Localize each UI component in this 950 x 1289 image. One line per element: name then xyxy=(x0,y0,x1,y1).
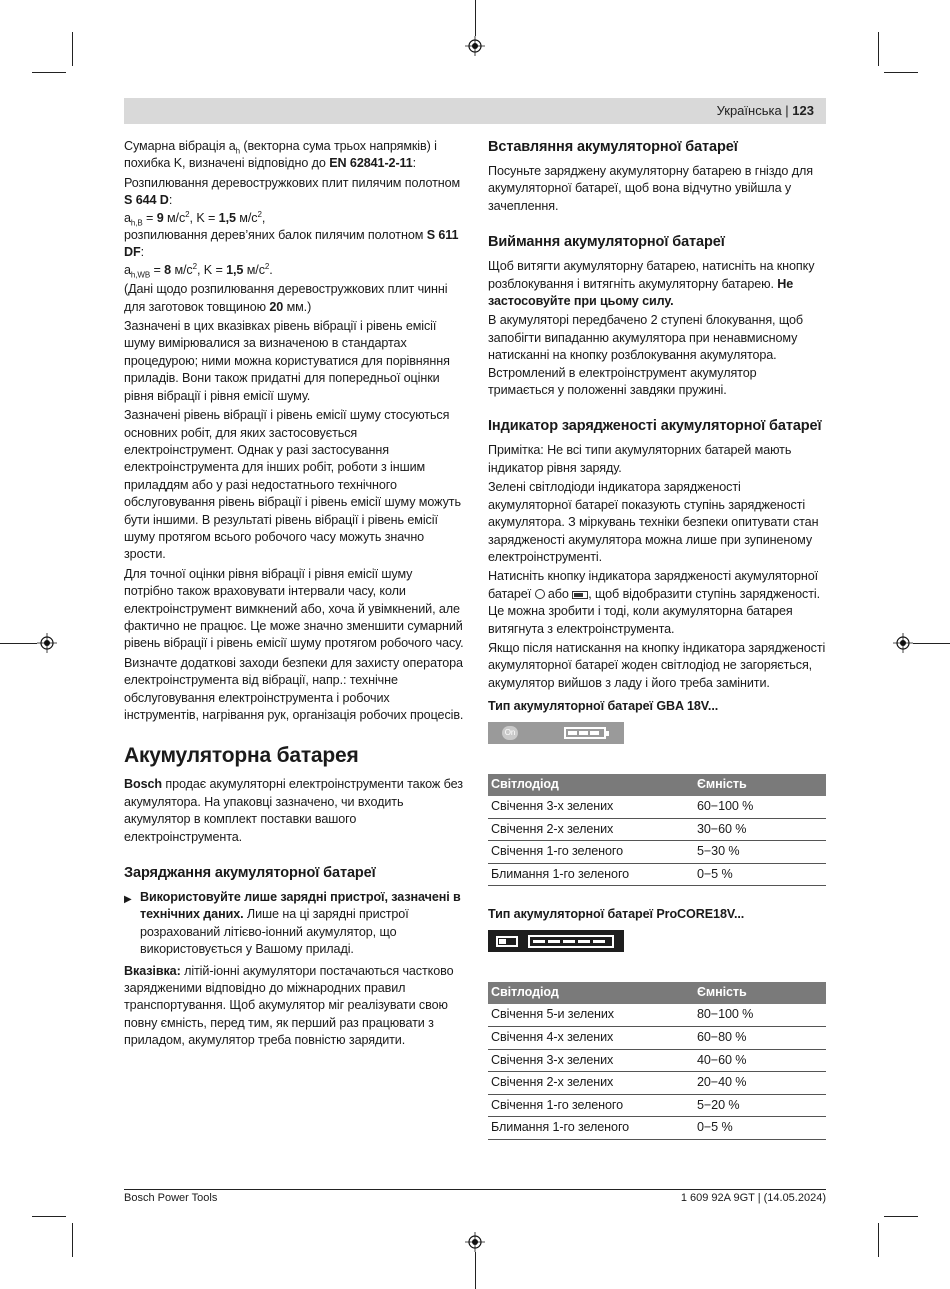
paragraph: розпилювання дерев’яних балок пилячим полотном S 611 DF: xyxy=(124,228,459,260)
crop-mark xyxy=(32,72,66,73)
registration-mark-icon xyxy=(37,633,57,653)
paragraph: Зелені світлодіоди індикатора зарядженості акумуляторної батареї показують ступінь зарядженості акумулятора. З міркувань техніки безпеки опитувати стан зарядженості акумулятора можна лише при зупиненому електроінструменті. xyxy=(488,480,819,564)
paragraph: Якщо після натискання на кнопку індикатора зарядженості акумуляторної батареї жоден світлодіод не загоряється, акумулятор вийшов з ладу і його треба замінити. xyxy=(488,640,826,690)
crop-mark xyxy=(72,32,73,66)
table-row: Свічення 1-го зеленого 5−20 % xyxy=(488,1094,826,1117)
table-header: Світлодіод xyxy=(488,982,694,1004)
crop-mark xyxy=(884,1216,918,1217)
table-row: Свічення 2-х зелених 30−60 % xyxy=(488,818,826,841)
paragraph: Для точної оцінки рівня вібрації і рівня емісії шуму потрібно також враховувати інтервали часу, коли електроінструмент вимкнений або, хоча й увімкнений, але фактично не працює. Це може значно зменшити сумарний рівень вібрації і рівень емісії шуму протягом робочого часу. xyxy=(124,566,464,651)
registration-mark-icon xyxy=(465,1232,485,1252)
right-column xyxy=(488,138,826,1140)
on-button-icon: On xyxy=(502,726,518,740)
crop-mark xyxy=(913,643,950,644)
bullet-text: Використовуйте лише зарядні пристрої, зазначені в технічних даних. Лише на ці зарядні пристрої розрахований літієво-іонний акумулятор, що використовується у Вашому приладі. xyxy=(140,890,461,957)
registration-mark-icon xyxy=(465,36,485,56)
paragraph: В акумуляторі передбачено 2 ступені блокування, щоб запобігти випаданню акумулятора при ненавмисному натисканні на кнопку розблокування акумулятора. Встромлений в електроінструмент акумулятор тримається у положенні завдяки пружині. xyxy=(488,313,803,398)
left-column xyxy=(124,138,464,1052)
table-row: Блимання 1-го зеленого 0−5 % xyxy=(488,1117,826,1140)
section-heading: Акумуляторна батарея xyxy=(124,744,359,768)
table-header: Світлодіод xyxy=(488,774,694,796)
page-number: 123 xyxy=(792,103,814,118)
paragraph: Розпилювання деревостружкових плит пилячим полотном S 644 D: xyxy=(124,175,461,208)
footer-divider xyxy=(124,1189,826,1190)
table-header: Ємність xyxy=(694,774,826,796)
crop-mark xyxy=(72,1223,73,1257)
paragraph: Визначте додаткові заходи безпеки для захисту оператора електроінструмента від вібрації, напр.: технічне обслуговування електроінструмента і робочих інструментів, нагрівання рук, організація робочих процесів. xyxy=(124,655,464,722)
table-row: Свічення 2-х зелених 20−40 % xyxy=(488,1072,826,1095)
crop-mark xyxy=(884,72,918,73)
subsection-heading: Вставляння акумуляторної батареї xyxy=(488,139,738,155)
paragraph: Натисніть кнопку індикатора зарядженості акумуляторної батареї або , щоб відобразити ступінь зарядженості. Це можна зробити і тоді, коли акумуляторна батарея витягнута з електроінструмента. xyxy=(488,569,820,636)
paragraph: Щоб витягти акумуляторну батарею, натисніть на кнопку розблокування і витягніть акумуляторну батарею. Не застосовуйте при цьому силу. xyxy=(488,259,815,309)
battery-type-label: Тип акумуляторної батареї ProCORE18V... xyxy=(488,907,745,922)
subsection-heading: Заряджання акумуляторної батареї xyxy=(124,865,376,882)
crop-mark xyxy=(0,643,37,644)
mini-battery-icon xyxy=(496,936,518,947)
paragraph: (Дані щодо розпилювання деревостружкових плит чинні для заготовок товщиною 20 мм.) xyxy=(124,282,448,314)
table-row: Свічення 4-х зелених 60−80 % xyxy=(488,1026,826,1049)
bullet-item xyxy=(124,889,464,959)
table-header: Ємність xyxy=(694,982,826,1004)
subsection-heading: Індикатор зарядженості акумуляторної батареї xyxy=(488,418,822,435)
paragraph: Вказівка: літій-іонні акумулятори постачаються частково зарядженими відповідно до міжнародних правил транспортування. Щоб акумулятор міг реалізувати свою повну ємність, перед тим, як перший раз працювати з приладом, акумулятор треба повністю зарядити. xyxy=(124,963,454,1048)
crop-mark xyxy=(878,1223,879,1257)
crop-mark xyxy=(475,0,476,36)
charge-button-icon xyxy=(535,589,545,599)
paragraph: Сумарна вібрація $a_h$ (векторна сума трьох напрямків) і похибка K, визначені відповідно до EN 62841-2-11: xyxy=(124,139,437,171)
led-table-gba xyxy=(488,774,826,887)
table-row: Свічення 1-го зеленого 5−30 % xyxy=(488,841,826,864)
battery-icon xyxy=(572,591,588,599)
table-row: Свічення 3-х зелених 40−60 % xyxy=(488,1049,826,1072)
subsection-heading: Виймання акумуляторної батареї xyxy=(488,234,725,251)
paragraph: Bosch продає акумуляторні електроінструменти також без акумулятора. На упаковці зазначено, чи входить акумулятор в комплект поставки вашого електроінструмента. xyxy=(124,777,463,844)
paragraph: Зазначені рівень вібрації і рівень емісії шуму стосуються основних робіт, для яких застосовується електроінструмент. Однак у разі застосування електроінструмента для інших робіт, роботи з іншим приладдям або у разі недостатнього технічного обслуговування рівень вібрації і рівень емісії шуму можуть бути іншими. В результаті рівень вібрації і рівень емісії шуму протягом всього робочого часу можуть значно зрости. xyxy=(124,408,461,562)
paragraph: Посуньте заряджену акумуляторну батарею в гніздо для акумуляторної батареї, щоб вона відчутно увійшла у зачеплення. xyxy=(488,164,813,213)
crop-mark xyxy=(475,1252,476,1289)
footer-doc-number: 1 609 92A 9GT | (14.05.2024) xyxy=(680,1192,826,1204)
footer-brand: Bosch Power Tools xyxy=(124,1192,218,1204)
battery-type-label: Тип акумуляторної батареї GBA 18V... xyxy=(488,699,719,714)
triangle-bullet-icon: ▶ xyxy=(124,894,132,906)
vibration-value: $a_{h,B} = 9$ $м/с^2$, K = 1,5 $м/с^2$, xyxy=(124,209,266,228)
charge-gauge-icon xyxy=(528,935,614,948)
registration-mark-icon xyxy=(893,633,913,653)
paragraph: Зазначені в цих вказівках рівень вібрації і рівень емісії шуму вимірювалися за визначеною в стандартах процедурою; ними можна користуватися для порівняння приладів. Вони також придатні для попередньої оцінки рівня вібрації і рівня емісії шуму. xyxy=(124,319,450,403)
paragraph: Примітка: Не всі типи акумуляторних батарей мають індикатор рівня заряду. xyxy=(488,443,792,475)
vibration-value: $a_{h,WB} = 8$ $м/с^2$, K = 1,5 $м/с^2$. xyxy=(124,261,273,280)
crop-mark xyxy=(32,1216,66,1217)
crop-mark xyxy=(878,32,879,66)
page-header xyxy=(124,98,826,124)
header-language: Українська xyxy=(716,103,782,118)
table-row: Блимання 1-го зеленого 0−5 % xyxy=(488,863,826,886)
table-row: Свічення 5-и зелених 80−100 % xyxy=(488,1004,826,1027)
battery-gauge-procore-icon xyxy=(488,930,624,952)
battery-gauge-gba-icon xyxy=(488,722,624,744)
header-text: Українська | 123 xyxy=(716,103,814,118)
led-table-procore xyxy=(488,982,826,1140)
charge-gauge-icon xyxy=(564,727,606,739)
table-row: Свічення 3-х зелених 60−100 % xyxy=(488,796,826,819)
